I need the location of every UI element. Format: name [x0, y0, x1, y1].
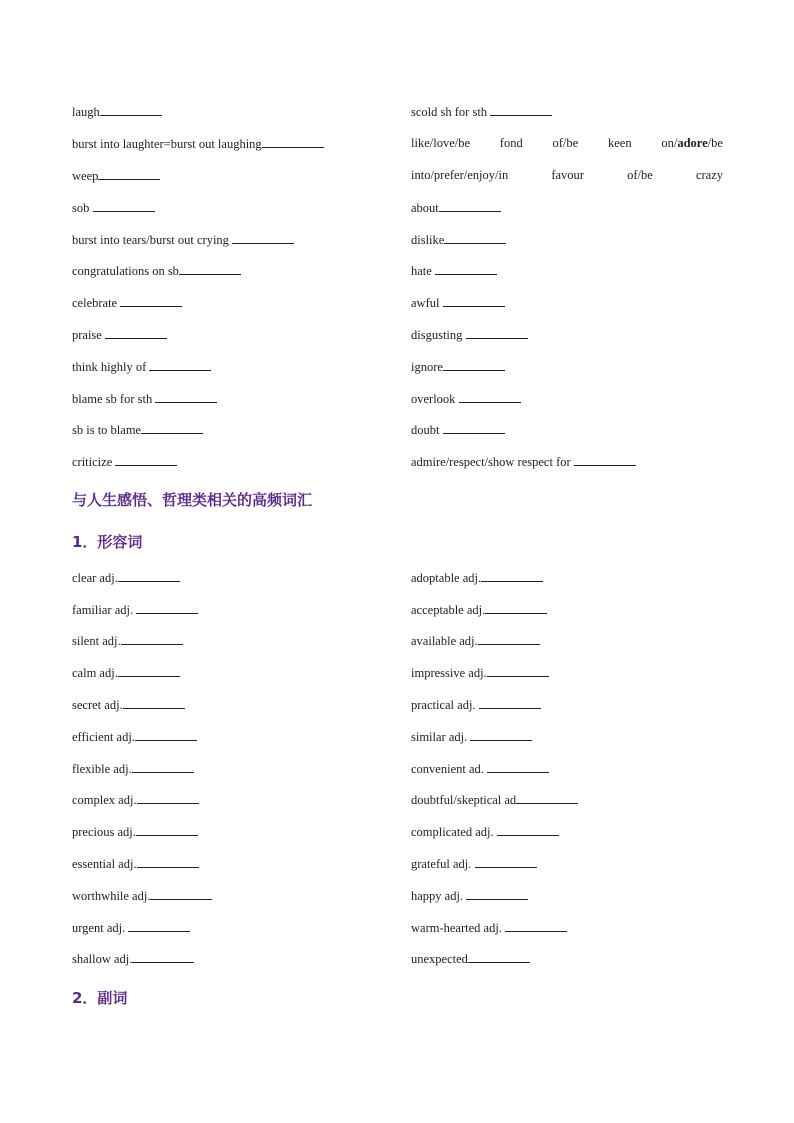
- vocab-item: warm-hearted adj.: [411, 919, 567, 936]
- vocab-item: adoptable adj.: [411, 569, 543, 586]
- answer-blank[interactable]: [443, 421, 505, 434]
- vocab-item: efficient adj.: [72, 728, 197, 745]
- answer-blank[interactable]: [121, 632, 183, 645]
- vocab-item: familiar adj.: [72, 601, 198, 618]
- answer-blank[interactable]: [98, 167, 160, 180]
- answer-blank[interactable]: [574, 453, 636, 466]
- answer-blank[interactable]: [137, 791, 199, 804]
- vocab-item: clear adj.: [72, 569, 180, 586]
- answer-blank[interactable]: [118, 569, 180, 582]
- answer-blank[interactable]: [443, 358, 505, 371]
- vocab-item: unexpected: [411, 950, 530, 967]
- answer-blank[interactable]: [120, 294, 182, 307]
- vocab-item: practical adj.: [411, 696, 541, 713]
- vocab-item: silent adj.: [72, 632, 183, 649]
- vocab-item: hate: [411, 262, 497, 279]
- answer-blank[interactable]: [123, 696, 185, 709]
- answer-blank[interactable]: [105, 326, 167, 339]
- vocab-item-justified: like/love/be fond of/be keen on/adore/be: [411, 136, 723, 150]
- vocab-item: scold sh for sth: [411, 103, 552, 120]
- answer-blank[interactable]: [135, 728, 197, 741]
- answer-blank[interactable]: [435, 262, 497, 275]
- vocab-item: calm adj.: [72, 664, 180, 681]
- vocab-item: burst into tears/burst out crying: [72, 231, 294, 248]
- vocab-item: sb is to blame: [72, 421, 203, 438]
- answer-blank[interactable]: [485, 601, 547, 614]
- answer-blank[interactable]: [439, 199, 501, 212]
- vocab-item: burst into laughter=burst out laughing: [72, 135, 324, 152]
- vocab-item: grateful adj.: [411, 855, 537, 872]
- answer-blank[interactable]: [516, 791, 578, 804]
- vocab-item: think highly of: [72, 358, 211, 375]
- vocab-item: essential adj.: [72, 855, 199, 872]
- vocab-item: overlook: [411, 390, 521, 407]
- answer-blank[interactable]: [459, 390, 521, 403]
- answer-blank[interactable]: [137, 855, 199, 868]
- answer-blank[interactable]: [150, 887, 212, 900]
- answer-blank[interactable]: [487, 664, 549, 677]
- vocab-item: celebrate: [72, 294, 182, 311]
- subsection-heading-adverbs: 2．副词: [72, 989, 128, 1007]
- answer-blank[interactable]: [118, 664, 180, 677]
- answer-blank[interactable]: [232, 231, 294, 244]
- answer-blank[interactable]: [466, 326, 528, 339]
- answer-blank[interactable]: [149, 358, 211, 371]
- vocab-item: convenient ad.: [411, 760, 549, 777]
- vocab-item: impressive adj.: [411, 664, 549, 681]
- answer-blank[interactable]: [262, 135, 324, 148]
- answer-blank[interactable]: [468, 950, 530, 963]
- answer-blank[interactable]: [487, 760, 549, 773]
- answer-blank[interactable]: [479, 696, 541, 709]
- answer-blank[interactable]: [141, 421, 203, 434]
- vocab-item: ignore: [411, 358, 505, 375]
- vocab-item: flexible adj.: [72, 760, 194, 777]
- answer-blank[interactable]: [128, 919, 190, 932]
- vocab-item: complex adj.: [72, 791, 199, 808]
- vocab-item: disgusting: [411, 326, 528, 343]
- vocab-item: precious adj.: [72, 823, 198, 840]
- answer-blank[interactable]: [490, 103, 552, 116]
- vocab-item: weep: [72, 167, 160, 184]
- vocab-item: awful: [411, 294, 505, 311]
- subsection-heading-adjectives: 1．形容词: [72, 533, 143, 551]
- answer-blank[interactable]: [443, 294, 505, 307]
- answer-blank[interactable]: [179, 262, 241, 275]
- answer-blank[interactable]: [470, 728, 532, 741]
- vocab-item: about: [411, 199, 501, 216]
- vocab-item: sob: [72, 199, 155, 216]
- vocab-item: acceptable adj.: [411, 601, 547, 618]
- answer-blank[interactable]: [475, 855, 537, 868]
- answer-blank[interactable]: [132, 760, 194, 773]
- answer-blank[interactable]: [444, 231, 506, 244]
- answer-blank[interactable]: [466, 887, 528, 900]
- answer-blank[interactable]: [93, 199, 155, 212]
- answer-blank[interactable]: [115, 453, 177, 466]
- vocab-item: secret adj.: [72, 696, 185, 713]
- answer-blank[interactable]: [505, 919, 567, 932]
- vocab-item: praise: [72, 326, 167, 343]
- vocab-item: doubt: [411, 421, 505, 438]
- answer-blank[interactable]: [132, 950, 194, 963]
- vocab-item: admire/respect/show respect for: [411, 453, 636, 470]
- vocab-item: doubtful/skeptical ad: [411, 791, 578, 808]
- vocab-item: blame sb for sth: [72, 390, 217, 407]
- vocab-item: happy adj.: [411, 887, 528, 904]
- vocab-item: shallow adj.: [72, 950, 194, 967]
- answer-blank[interactable]: [481, 569, 543, 582]
- vocab-item: criticize: [72, 453, 177, 470]
- vocab-item-justified: into/prefer/enjoy/in favour of/be crazy: [411, 168, 723, 182]
- answer-blank[interactable]: [136, 823, 198, 836]
- vocab-item: congratulations on sb: [72, 262, 241, 279]
- vocab-item: laugh: [72, 103, 162, 120]
- vocab-item: worthwhile adj.: [72, 887, 212, 904]
- answer-blank[interactable]: [100, 103, 162, 116]
- vocab-item: similar adj.: [411, 728, 532, 745]
- answer-blank[interactable]: [497, 823, 559, 836]
- answer-blank[interactable]: [478, 632, 540, 645]
- section-heading: 与人生感悟、哲理类相关的高频词汇: [72, 491, 313, 509]
- vocab-item: dislike: [411, 231, 506, 248]
- vocab-item: available adj.: [411, 632, 540, 649]
- vocab-item: urgent adj.: [72, 919, 190, 936]
- answer-blank[interactable]: [136, 601, 198, 614]
- answer-blank[interactable]: [155, 390, 217, 403]
- vocab-item: complicated adj.: [411, 823, 559, 840]
